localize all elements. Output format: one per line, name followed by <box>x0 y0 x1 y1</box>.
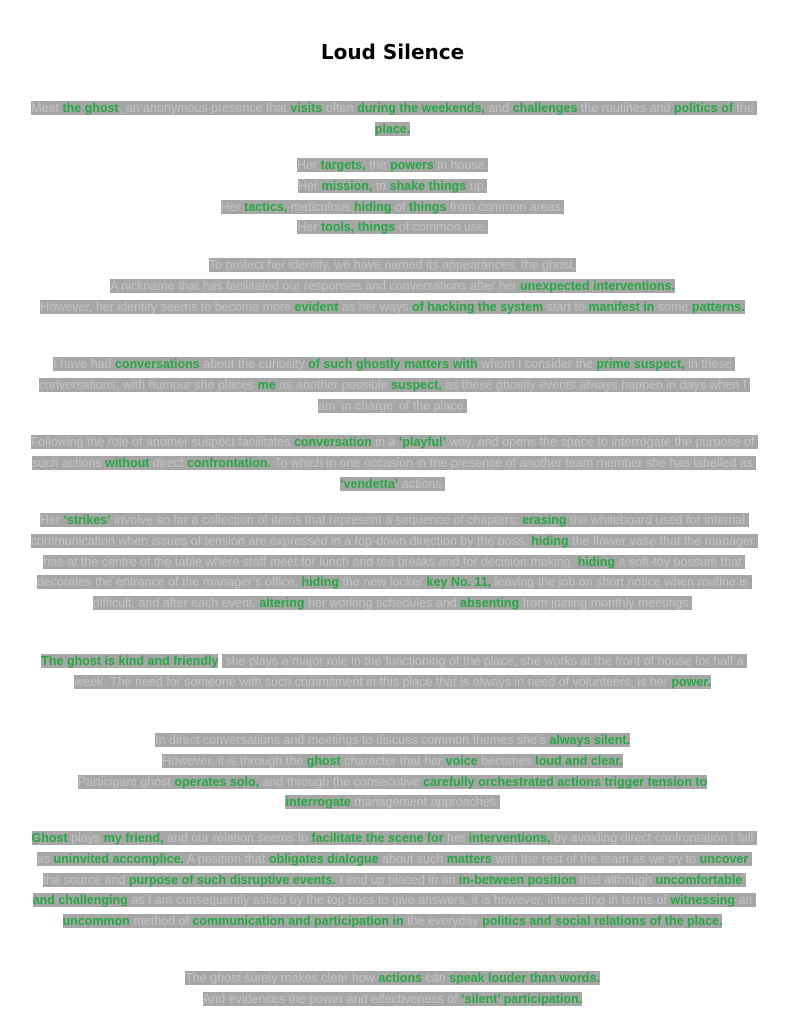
highlighted-phrase: of such ghostly matters with <box>308 357 478 371</box>
highlighted-phrase: targets, <box>320 158 366 172</box>
highlighted-phrase: uninvited accomplice. <box>53 851 185 866</box>
redacted-text: the source and <box>42 851 752 887</box>
redacted-text: management approaches. <box>350 795 500 810</box>
highlighted-phrase: operates solo, <box>174 774 260 789</box>
redacted-text: The ghost surely makes clear how <box>185 971 379 985</box>
redacted-text: her working schedules and <box>304 596 461 611</box>
highlighted-phrase: hiding <box>531 533 569 548</box>
redacted-text: the <box>365 158 391 172</box>
highlighted-phrase: speak louder than words. <box>449 971 600 985</box>
highlighted-phrase: mission, <box>321 178 373 193</box>
highlighted-phrase: uncomfortable and challenging <box>32 872 746 908</box>
redacted-text: Her <box>220 199 245 214</box>
highlighted-phrase: visits <box>290 101 323 115</box>
redacted-text: Following the role of another suspect facilitates <box>30 435 294 449</box>
redacted-text: leaving the job on short notice when routine is difficult, and after each event, <box>92 575 752 611</box>
redacted-text: I have had <box>53 357 115 371</box>
redacted-text: Her <box>298 178 322 193</box>
highlighted-phrase: conversations <box>114 357 200 371</box>
highlighted-phrase: my friend, <box>103 831 164 845</box>
highlighted-phrase: uncover <box>699 851 749 866</box>
highlighted-phrase: manifest in <box>588 299 655 314</box>
redacted-text: can <box>422 971 450 985</box>
redacted-text: of common use. <box>395 220 488 235</box>
highlighted-phrase: hiding <box>577 554 616 569</box>
paragraph <box>30 651 755 693</box>
redacted-text: the everyday <box>403 914 483 929</box>
redacted-text: about such <box>378 851 447 866</box>
redacted-text: from common areas. <box>446 199 565 214</box>
highlighted-phrase: me <box>257 377 276 392</box>
redacted-text: To protect her identity, we have named its appearances, the ghost. <box>208 258 577 272</box>
highlighted-phrase: politics and social relations of the place. <box>482 914 723 929</box>
paragraph <box>30 354 755 416</box>
page-title: Loud Silence <box>320 40 465 64</box>
redacted-text: and <box>484 101 513 115</box>
redacted-text: To which in one occasion in the presence of another team member she has labelled as <box>270 455 757 470</box>
highlighted-phrase: power. <box>671 674 711 689</box>
redacted-text: in these conversations, with humour she places <box>38 357 736 392</box>
redacted-text: in house. <box>433 158 489 172</box>
redacted-text: becomes <box>477 753 536 768</box>
redacted-text: to <box>372 178 390 193</box>
highlighted-phrase: interrogate <box>285 795 351 810</box>
highlighted-phrase: ‘playful’ <box>398 435 447 449</box>
redacted-text: involve so far a collection of items that represent a sequence of chapters: <box>110 513 523 527</box>
redacted-text: meticulous <box>287 199 354 214</box>
redacted-text: character that her <box>340 753 446 768</box>
redacted-text: of <box>391 199 409 214</box>
redacted-text: Her <box>39 513 64 527</box>
highlighted-phrase: ‘vendetta’ <box>340 476 399 491</box>
redacted-text: the flower vase that the manager has at the centre of the table where staff meet for lunch and tea breaks and for decision making, <box>43 533 758 569</box>
highlighted-phrase: tactics, <box>244 199 288 214</box>
redacted-text: she plays a major role in the functioning of the place, she works at the front of house for half a week. The need for someone with such commitment in this place that is always in need of volunteers, is her <box>74 654 748 689</box>
redacted-text: start to <box>543 299 589 314</box>
redacted-text: and through the consecutive <box>259 774 424 789</box>
paragraph <box>30 730 755 813</box>
highlighted-phrase: ‘silent’ participation. <box>461 991 583 1006</box>
paragraph <box>30 510 758 614</box>
redacted-text: I end up placed in an <box>335 872 459 887</box>
redacted-text: way, and opens the space to interrogate the purpose of such actions <box>32 435 758 470</box>
paragraph <box>30 155 755 238</box>
redacted-text: However, it is through the <box>162 753 307 768</box>
highlighted-phrase: conversation <box>293 435 372 449</box>
redacted-text: the routines and <box>577 101 674 115</box>
redacted-text: some <box>654 299 692 314</box>
highlighted-phrase: the ghost <box>62 101 119 115</box>
highlighted-phrase: uncommon <box>62 914 130 929</box>
highlighted-phrase: facilitate the scene for <box>311 831 444 845</box>
highlighted-phrase: challenges <box>512 101 578 115</box>
redacted-text: in a <box>371 435 399 449</box>
redacted-text: her <box>443 831 469 845</box>
redacted-text: A nickname that has facilitated our responses and conversations after her <box>110 278 521 293</box>
highlighted-phrase: powers <box>390 158 434 172</box>
redacted-text: as her ways <box>338 299 412 314</box>
highlighted-phrase: politics of <box>673 101 733 115</box>
highlighted-phrase: altering <box>259 596 305 611</box>
redacted-text: , an anonymous presence that <box>118 101 291 115</box>
highlighted-phrase: hiding <box>353 199 392 214</box>
highlighted-phrase: communication and participation in <box>192 914 404 929</box>
redacted-text: from joining monthly meetings. <box>519 596 693 611</box>
highlighted-phrase: during the weekends, <box>357 101 485 115</box>
highlighted-phrase: without <box>104 455 150 470</box>
redacted-text: often <box>322 101 358 115</box>
highlighted-phrase: things <box>408 199 447 214</box>
highlighted-phrase: carefully orchestrated actions trigger tension to <box>423 774 708 789</box>
highlighted-phrase: patterns. <box>691 299 745 314</box>
highlighted-phrase: unexpected interventions. <box>520 278 675 293</box>
redacted-text: actions. <box>398 476 445 491</box>
redacted-text: the <box>732 101 758 115</box>
highlighted-phrase: shake things <box>389 178 467 193</box>
redacted-text: by avoiding direct confrontation I fall as <box>36 831 757 866</box>
highlighted-phrase: interventions, <box>468 831 551 845</box>
redacted-text: Her <box>296 158 321 172</box>
redacted-text: the new locker <box>338 575 427 590</box>
highlighted-phrase: The ghost is kind and friendly <box>41 654 219 668</box>
highlighted-phrase: key No. 11, <box>426 575 492 590</box>
redacted-text: as I am consequently asked by the top boss to give answers, it is however, interesting in terms of <box>127 893 671 908</box>
highlighted-phrase: loud and clear. <box>535 753 623 768</box>
highlighted-phrase: confrontation. <box>186 455 271 470</box>
highlighted-phrase: Ghost <box>31 831 68 845</box>
redacted-text: as another possible <box>275 377 392 392</box>
highlighted-phrase: ‘strikes’ <box>63 513 111 527</box>
highlighted-phrase: prime suspect, <box>596 357 685 371</box>
redacted-text: that although <box>576 872 656 887</box>
highlighted-phrase: tools, things <box>320 220 396 235</box>
redacted-text: a soft-toy possum that decorates the entrance of the manager’s office, <box>36 554 746 590</box>
redacted-text: Her <box>297 220 321 235</box>
highlighted-phrase: always silent. <box>549 733 630 747</box>
redacted-text: plays <box>67 831 104 845</box>
redacted-text: In direct conversations and meetings to discuss common themes she’s <box>154 733 550 747</box>
paragraph <box>30 98 758 140</box>
redacted-text: as these ghostly events always happen in days when I am ‘in charge’ of the place. <box>318 377 750 413</box>
highlighted-phrase: hiding <box>301 575 339 590</box>
redacted-text: about the curiosity <box>199 357 309 371</box>
redacted-text: Meet <box>31 101 63 115</box>
highlighted-phrase: absenting <box>460 596 520 611</box>
paragraph <box>30 255 755 317</box>
highlighted-phrase: place. <box>374 121 411 136</box>
redacted-text: up. <box>466 178 487 193</box>
redacted-text: direct <box>149 455 187 470</box>
highlighted-phrase: obligates dialogue <box>268 851 379 866</box>
redacted-text: A position that <box>184 851 269 866</box>
redacted-text: the whiteboard used for internal communication when issues of tension are expressed in a top-down direction by the boss, <box>30 513 749 548</box>
paragraph <box>30 968 755 1010</box>
highlighted-phrase: matters <box>446 851 492 866</box>
highlighted-phrase: witnessing <box>670 893 735 908</box>
paragraph <box>30 432 758 494</box>
highlighted-phrase: voice <box>445 753 478 768</box>
highlighted-phrase: actions <box>378 971 423 985</box>
redacted-text: and our relation seems to <box>163 831 312 845</box>
redacted-text: whom I consider the <box>477 357 597 371</box>
redacted-text: Participant ghost <box>77 774 175 789</box>
redacted-text: And evidences the power and effectiveness of <box>202 991 462 1006</box>
highlighted-phrase: purpose of such disruptive events. <box>128 872 336 887</box>
redacted-text: with the rest of the team as we try to <box>491 851 700 866</box>
redacted-text: However, her identity seems to become more <box>40 299 295 314</box>
highlighted-phrase: erasing <box>522 513 567 527</box>
highlighted-phrase: suspect, <box>391 377 442 392</box>
redacted-text: an <box>735 893 756 908</box>
highlighted-phrase: ghost <box>306 753 341 768</box>
paragraph <box>30 828 755 932</box>
highlighted-phrase: evident <box>294 299 339 314</box>
redacted-text: method of <box>129 914 193 929</box>
highlighted-phrase: of hacking the system <box>411 299 544 314</box>
highlighted-phrase: in-between position <box>458 872 577 887</box>
